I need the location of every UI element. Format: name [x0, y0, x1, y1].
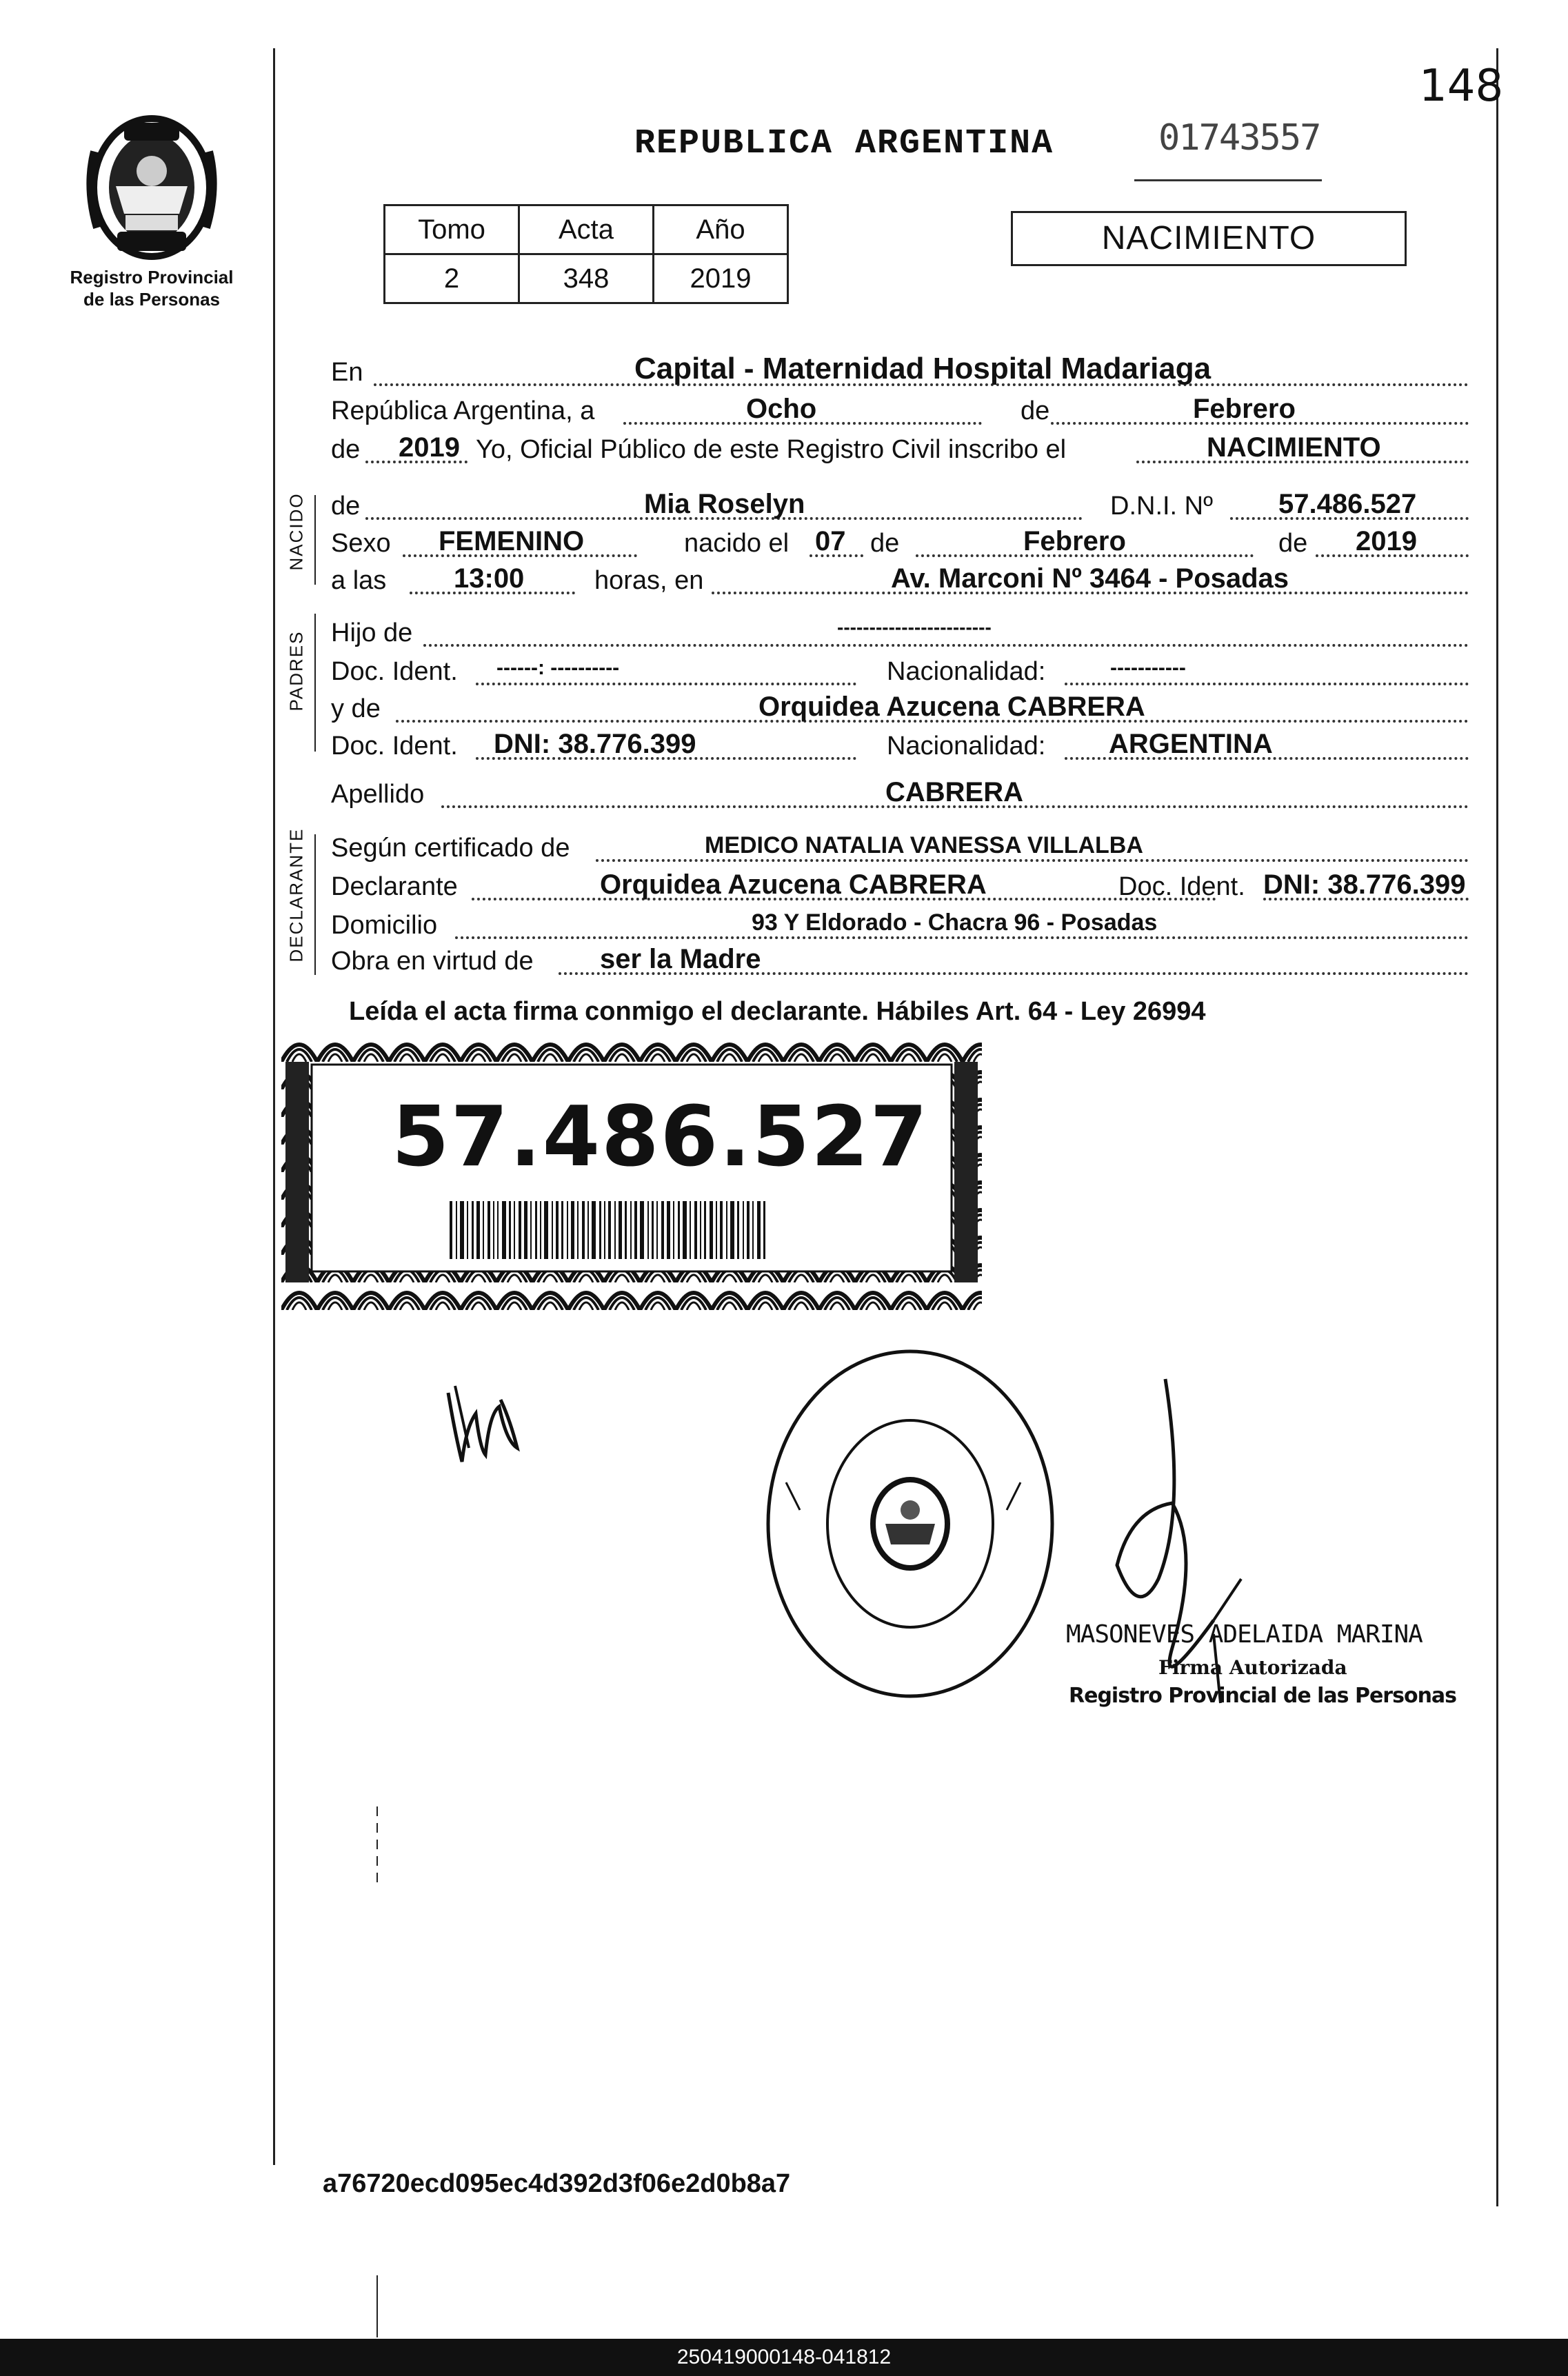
left-margin-line	[273, 48, 275, 2165]
barcode-bar	[683, 1201, 687, 1259]
registry-logo	[62, 110, 241, 310]
barcode-bar	[587, 1201, 589, 1259]
barcode-bar	[582, 1201, 585, 1259]
mother-name: Orquidea Azucena CABRERA	[758, 692, 1145, 722]
barcode-bar	[460, 1201, 464, 1259]
barcode-bar	[690, 1201, 691, 1259]
padres-row-doc1: Doc. Ident. ------: ---------- Nacionalidad: -----------	[331, 651, 1469, 689]
barcode-bar	[652, 1201, 654, 1259]
mother-nationality: ARGENTINA	[1109, 729, 1273, 759]
padres-row-father: Hijo de ------------------------	[331, 612, 1469, 651]
table-value-acta: 348	[519, 254, 654, 303]
decl-row-domicilio: Domicilio 93 Y Eldorado - Chacra 96 - Posadas	[331, 905, 1469, 943]
barcode-bar	[619, 1201, 622, 1259]
barcode-bar	[467, 1201, 468, 1259]
closing-statement: Leída el acta firma conmigo el declarante. Hábiles Art. 64 - Ley 26994	[349, 997, 1206, 1026]
nacido-section-label: NACIDO	[285, 492, 307, 571]
certificate-value: MEDICO NATALIA VANESSA VILLALBA	[705, 832, 1143, 858]
barcode-bar	[656, 1201, 658, 1259]
barcode-bar	[747, 1201, 750, 1259]
barcode-bar	[483, 1201, 484, 1259]
barcode-bar	[737, 1201, 739, 1259]
nacido-row-sex: Sexo FEMENINO nacido el 07 de Febrero de 2019	[331, 523, 1469, 561]
table-value-ano: 2019	[654, 254, 788, 303]
barcode-bars	[450, 1201, 836, 1259]
intro-row-en	[331, 352, 1469, 390]
father-nationality: -----------	[1110, 656, 1186, 679]
barcode-bar	[535, 1201, 537, 1259]
barcode-bar	[640, 1201, 644, 1259]
barcode-bar	[472, 1201, 474, 1259]
barcode-bar	[556, 1201, 559, 1259]
barcode-bar	[634, 1201, 637, 1259]
document-hash: a76720ecd095ec4d392d3f06e2d0b8a7	[323, 2169, 791, 2198]
sex-value: FEMENINO	[439, 526, 585, 556]
surname: CABRERA	[885, 777, 1023, 807]
barcode-bar	[667, 1201, 670, 1259]
birth-time: 13:00	[454, 563, 525, 594]
padres-bracket	[314, 614, 316, 752]
birth-year: 2019	[1356, 526, 1417, 556]
barcode-bar	[540, 1201, 541, 1259]
mother-doc: DNI: 38.776.399	[494, 729, 696, 759]
nacido-row-name: de Mia Roselyn D.N.I. Nº 57.486.527	[331, 485, 1469, 524]
table-value-tomo: 2	[385, 254, 519, 303]
official-registry-seal-icon	[758, 1345, 1062, 1703]
barcode-bar	[571, 1201, 574, 1259]
id-barcode-label	[281, 1034, 982, 1313]
barcode-bar	[716, 1201, 717, 1259]
barcode-bar	[577, 1201, 579, 1259]
child-name: Mia Roselyn	[644, 489, 805, 519]
barcode-bar	[497, 1201, 499, 1259]
barcode-bar	[700, 1201, 701, 1259]
place-value: Capital - Maternidad Hospital Madariaga	[634, 352, 1212, 385]
barcode-bar	[757, 1201, 761, 1259]
declarant-name: Orquidea Azucena CABRERA	[600, 869, 987, 900]
officer-name: MASONEVES ADELAIDA MARINA	[1066, 1620, 1423, 1649]
barcode-bar	[743, 1201, 744, 1259]
bottom-stub-line	[376, 2275, 378, 2337]
barcode-bar	[599, 1201, 601, 1259]
birth-day: 07	[815, 526, 846, 556]
barcode-bar	[726, 1201, 727, 1259]
barcode-bar	[614, 1201, 616, 1259]
barcode-bar	[710, 1201, 713, 1259]
nacido-row-time: a las 13:00 horas, en Av. Marconi Nº 3464 - Posadas	[331, 560, 1469, 598]
barcode-bar	[630, 1201, 632, 1259]
padres-row-doc2: Doc. Ident. DNI: 38.776.399 Nacionalidad: ARGENTINA	[331, 725, 1469, 764]
document-title: REPUBLICA ARGENTINA	[634, 124, 1054, 163]
serial-number: 01743557	[1158, 117, 1320, 159]
serial-underline	[1134, 179, 1322, 181]
provincia-de-misiones-seal-icon	[83, 110, 221, 262]
table-header-acta: Acta	[519, 205, 654, 254]
barcode-bar	[720, 1201, 723, 1259]
officer-role: Firma Autorizada	[1158, 1656, 1347, 1679]
year-value: 2019	[399, 432, 460, 463]
barcode-bar	[493, 1201, 494, 1259]
barcode-bar	[514, 1201, 515, 1259]
barcode-bar	[567, 1201, 568, 1259]
declarant-signature-icon	[434, 1372, 531, 1469]
barcode-bar	[661, 1201, 664, 1259]
barcode-bar	[519, 1201, 521, 1259]
footer-code: 250419000148-041812	[0, 2339, 1568, 2376]
birth-month: Febrero	[1023, 526, 1126, 556]
barcode-bar	[552, 1201, 553, 1259]
barcode-bar	[678, 1201, 680, 1259]
barcode-bar	[450, 1201, 452, 1259]
barcode-bar	[502, 1201, 506, 1259]
logo-caption-line1: Registro Provincial	[70, 267, 234, 288]
table-header-tomo: Tomo	[385, 205, 519, 254]
father-name: ------------------------	[837, 616, 992, 638]
child-dni: 57.486.527	[1278, 489, 1417, 519]
barcode-bar	[647, 1201, 649, 1259]
month-word: Febrero	[1193, 394, 1296, 424]
barcode-bar	[561, 1201, 563, 1259]
day-word: Ocho	[746, 394, 817, 424]
barcode-bar	[730, 1201, 734, 1259]
barcode-number: 57.486.527	[392, 1089, 929, 1185]
barcode-bar	[608, 1201, 611, 1259]
decl-row-declarante: Declarante Orquidea Azucena CABRERA Doc. Ident. DNI: 38.776.399	[331, 866, 1469, 905]
registry-table	[383, 204, 789, 304]
birth-address: Av. Marconi Nº 3464 - Posadas	[891, 563, 1289, 594]
barcode-bar	[752, 1201, 754, 1259]
officer-office: Registro Provincial de las Personas	[1069, 1684, 1457, 1708]
barcode-bar	[704, 1201, 706, 1259]
decl-row-obra: Obra en virtud de ser la Madre	[331, 940, 1469, 979]
right-margin-line	[1496, 48, 1498, 2206]
declarant-doc: DNI: 38.776.399	[1263, 869, 1466, 900]
declarante-bracket	[314, 834, 316, 975]
decl-row-cert: Según certificado de MEDICO NATALIA VANESSA VILLALBA	[331, 827, 1469, 866]
nacido-bracket	[314, 495, 316, 585]
declarante-section-label: DECLARANTE	[285, 827, 307, 963]
barcode-bar	[488, 1201, 490, 1259]
barcode-bar	[524, 1201, 527, 1259]
barcode-bar	[544, 1201, 548, 1259]
barcode-bar	[476, 1201, 480, 1259]
barcode-bar	[604, 1201, 605, 1259]
father-doc: ------: ----------	[496, 656, 620, 679]
act-type-box: NACIMIENTO	[1011, 211, 1407, 266]
intro-row-statement: de 2019 Yo, Oficial Público de este Registro Civil inscribo el NACIMIENTO	[331, 429, 1469, 467]
acts-as-value: ser la Madre	[600, 944, 761, 974]
intro-row-date: República Argentina, a Ocho de Febrero	[331, 390, 1469, 429]
act-word: NACIMIENTO	[1207, 432, 1381, 463]
dashed-mark	[376, 1806, 378, 1882]
barcode-bar	[456, 1201, 457, 1259]
barcode-bar	[763, 1201, 765, 1259]
table-header-ano: Año	[654, 205, 788, 254]
padres-section-label: PADRES	[285, 630, 307, 712]
barcode-bar	[530, 1201, 532, 1259]
en-label: En	[331, 358, 363, 387]
barcode-bar	[673, 1201, 674, 1259]
declarant-address: 93 Y Eldorado - Chacra 96 - Posadas	[752, 909, 1158, 936]
barcode-bar	[694, 1201, 697, 1259]
barcode-bar	[592, 1201, 596, 1259]
barcode-bar	[509, 1201, 511, 1259]
logo-caption-line2: de las Personas	[83, 289, 220, 310]
barcode-bar	[625, 1201, 627, 1259]
padres-row-mother: y de Orquidea Azucena CABRERA	[331, 688, 1469, 727]
page-number: 148	[1419, 61, 1504, 112]
apellido-row: Apellido CABRERA	[331, 774, 1469, 812]
